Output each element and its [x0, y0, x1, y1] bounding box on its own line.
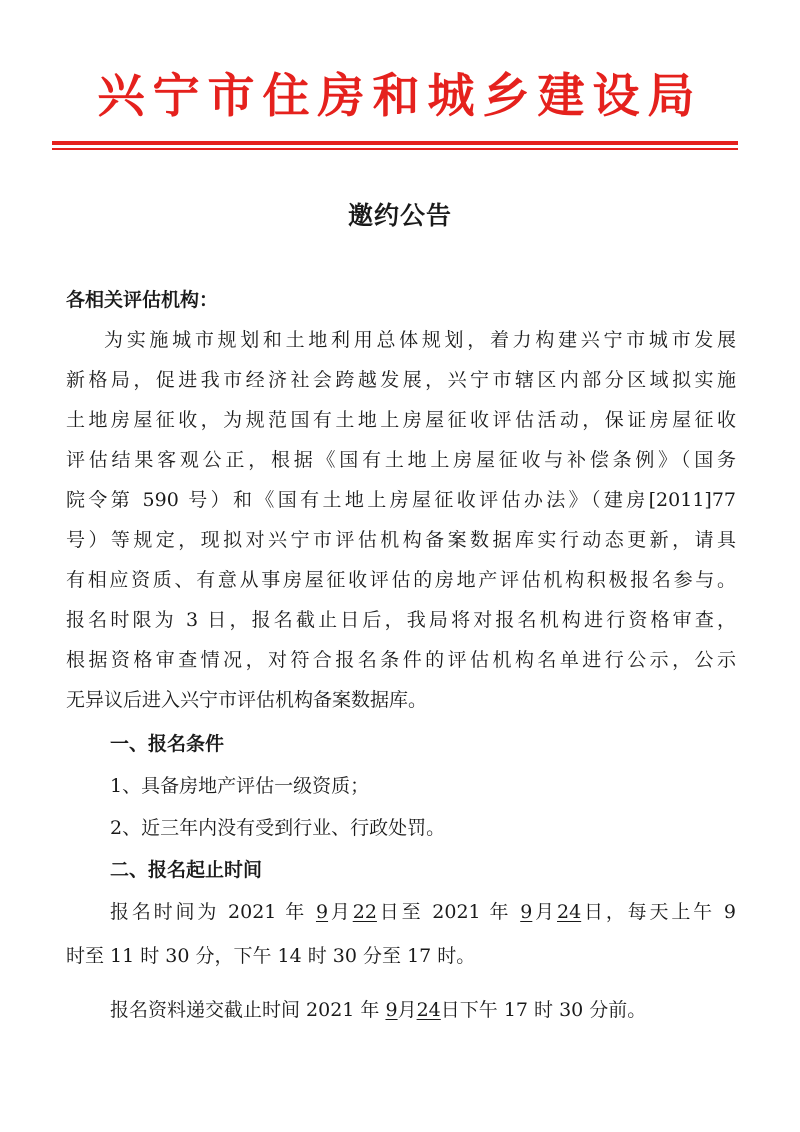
start-month: 9	[315, 901, 329, 923]
time-text: 报名时间为 2021 年	[110, 901, 308, 923]
end-month: 9	[520, 901, 533, 923]
header-rule-thick	[52, 141, 738, 145]
registration-time-line	[110, 898, 736, 926]
body-line: 有相应资质、有意从事房屋征收评估的房地产评估机构积极报名参与。	[66, 569, 736, 591]
body-line: 号）等规定，现拟对兴宁市评估机构备案数据库实行动态更新，请具	[66, 529, 736, 551]
registration-hours-line: 时至 11 时 30 分，下午 14 时 30 分至 17 时。	[66, 945, 476, 967]
body-line: 报名时限为 3 日，报名截止日后，我局将对报名机构进行资格审查，	[66, 609, 736, 631]
salutation: 各相关评估机构：	[66, 289, 219, 311]
section-heading: 一、报名条件	[110, 733, 225, 755]
deadline-day: 24	[416, 999, 441, 1021]
section-heading: 二、报名起止时间	[110, 859, 263, 881]
time-text: 月	[328, 901, 353, 923]
list-item: 2、近三年内没有受到行业、行政处罚。	[110, 817, 446, 839]
header-rule-thin	[52, 148, 738, 150]
issuer-name: 兴宁市住房和城乡建设局	[97, 69, 703, 124]
body-line: 土地房屋征收，为规范国有土地上房屋征收评估活动，保证房屋征收	[66, 409, 736, 431]
body-line: 为实施城市规划和土地利用总体规划，着力构建兴宁市城市发展	[104, 329, 736, 351]
time-text: 日至 2021 年	[376, 901, 512, 923]
deadline-text: 报名资料递交截止时间 2021 年	[110, 999, 380, 1021]
end-day: 24	[557, 901, 582, 923]
list-item: 1、具备房地产评估一级资质；	[110, 775, 370, 797]
body-line: 院令第 590 号）和《国有土地上房屋征收评估办法》（建房[2011]77	[66, 489, 736, 511]
body-line: 根据资格审查情况，对符合报名条件的评估机构名单进行公示，公示	[66, 649, 736, 671]
time-text: 日，每天上午 9	[581, 901, 736, 923]
body-line: 评估结果客观公正，根据《国有土地上房屋征收与补偿条例》（国务	[66, 449, 736, 471]
deadline-text: 日下午 17 时 30 分前。	[440, 999, 647, 1021]
body-line: 新格局，促进我市经济社会跨越发展，兴宁市辖区内部分区域拟实施	[66, 369, 736, 391]
start-day: 22	[352, 901, 377, 923]
deadline-text: 月	[397, 999, 417, 1021]
deadline-month: 9	[385, 999, 398, 1021]
time-text: 月	[532, 901, 557, 923]
body-line: 无异议后进入兴宁市评估机构备案数据库。	[66, 689, 428, 711]
document-title: 邀约公告	[347, 201, 452, 230]
deadline-line	[110, 996, 742, 1024]
